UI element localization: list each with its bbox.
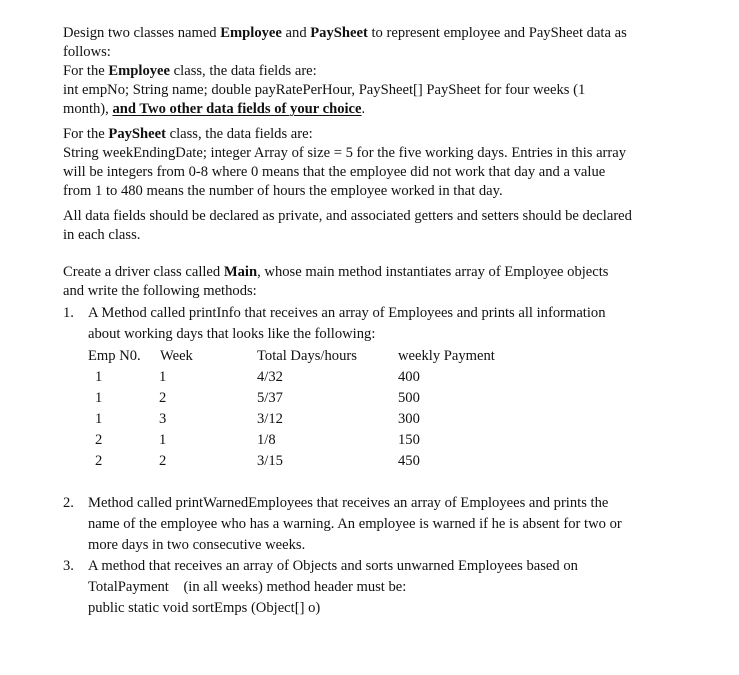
private-note-line-2: in each class.: [63, 227, 141, 243]
item3-line-1: A method that receives an array of Objects and sorts unwarned Employees based on: [88, 558, 578, 574]
table-cell-week: 1: [159, 369, 167, 385]
item3-line-2: TotalPayment (in all weeks) method header must be:: [88, 579, 407, 595]
employee-line-1: [63, 62, 317, 81]
employee-text: class, the data fields are:: [170, 63, 317, 79]
item3-line-3: public static void sortEmps (Object[] o): [88, 600, 321, 616]
private-note-line-1: All data fields should be declared as private, and associated getters and setters should be declared: [63, 208, 632, 224]
item2-line-2: name of the employee who has a warning. An employee is warned if he is absent for two or: [88, 516, 622, 532]
driver-line-1: [63, 263, 608, 282]
item1-line-2: about working days that looks like the following:: [88, 326, 376, 342]
table-cell-payment: 150: [398, 432, 420, 448]
choice-fields-text: and Two other data fields of your choice: [112, 101, 362, 117]
table-header-payment: weekly Payment: [398, 348, 495, 364]
item1-line-1: A Method called printInfo that receives an array of Employees and prints all information: [88, 305, 606, 321]
table-cell-emp-no: 1: [95, 390, 103, 406]
driver-text: Create a driver class called: [63, 264, 224, 280]
table-cell-week: 2: [159, 390, 167, 406]
employee-class-name: Employee: [220, 25, 282, 41]
paysheet-line-4: from 1 to 480 means the number of hours the employee worked in that day.: [63, 183, 503, 199]
table-cell-emp-no: 2: [95, 453, 103, 469]
item2-line-1: Method called printWarnedEmployees that receives an array of Employees and prints the: [88, 495, 609, 511]
driver-text: , whose main method instantiates array of Employee objects: [257, 264, 609, 280]
table-cell-emp-no: 1: [95, 369, 103, 385]
intro-text: and: [281, 25, 311, 41]
employee-text: For the: [63, 63, 109, 79]
paysheet-text: For the: [63, 126, 109, 142]
employee-line-2: int empNo; String name; double payRatePerHour, PaySheet[] PaySheet for four weeks (1: [63, 82, 586, 98]
table-cell-payment: 500: [398, 390, 420, 406]
table-cell-total: 3/15: [257, 453, 283, 469]
main-class-name: Main: [223, 264, 258, 280]
table-cell-emp-no: 2: [95, 432, 103, 448]
table-cell-total: 4/32: [257, 369, 283, 385]
table-cell-payment: 400: [398, 369, 420, 385]
driver-line-2: and write the following methods:: [63, 283, 257, 299]
table-header-week: Week: [160, 348, 193, 364]
table-cell-total: 3/12: [257, 411, 283, 427]
table-cell-total: 1/8: [257, 432, 276, 448]
employee-line-3: [63, 100, 365, 119]
employee-text: .: [361, 101, 366, 117]
intro-line-1: [63, 24, 627, 43]
employee-text: month),: [63, 101, 113, 117]
paysheet-class-name: PaySheet: [310, 25, 368, 41]
table-cell-payment: 300: [398, 411, 420, 427]
table-header-emp-no: Emp N0.: [88, 348, 141, 364]
paysheet-line-1: [63, 125, 313, 144]
paysheet-line-3: will be integers from 0-8 where 0 means that the employee did not work that day and a value: [63, 164, 606, 180]
paysheet-line-2: String weekEndingDate; integer Array of size = 5 for the five working days. Entries in this array: [63, 145, 627, 161]
employee-class-name: Employee: [108, 63, 171, 79]
intro-text: to represent employee and PaySheet data as: [367, 25, 627, 41]
item1-number: 1.: [63, 305, 74, 321]
item2-number: 2.: [63, 495, 74, 511]
table-header-total: Total Days/hours: [257, 348, 357, 364]
intro-text: Design two classes named: [63, 25, 221, 41]
paysheet-text: class, the data fields are:: [165, 126, 313, 142]
item3-number: 3.: [63, 558, 74, 574]
table-cell-total: 5/37: [257, 390, 283, 406]
table-cell-payment: 450: [398, 453, 420, 469]
table-cell-week: 2: [159, 453, 167, 469]
table-cell-week: 3: [159, 411, 167, 427]
paysheet-class-name: PaySheet: [108, 126, 166, 142]
intro-line-2: follows:: [63, 44, 111, 60]
item2-line-3: more days in two consecutive weeks.: [88, 537, 306, 553]
table-cell-emp-no: 1: [95, 411, 103, 427]
table-cell-week: 1: [159, 432, 167, 448]
